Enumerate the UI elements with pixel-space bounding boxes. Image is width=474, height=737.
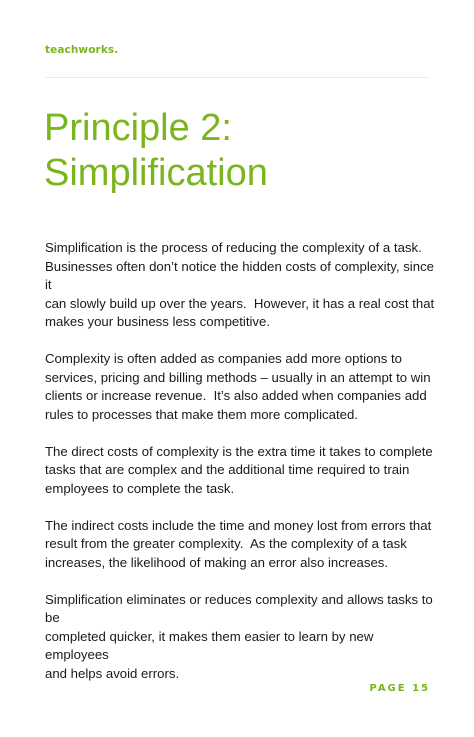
paragraph-2: Complexity is often added as companies add more options to services, pricing and billing methods – usually in an attempt to win clients or increase revenue. It’s also added when companies add rules to processes that make them more complicated.: [45, 351, 431, 422]
page-title: [44, 106, 444, 196]
paragraph-5: Simplification eliminates or reduces complexity and allows tasks to be completed quicker, it makes them easier to learn by new employees and helps avoid errors.: [45, 591, 433, 681]
page-title-line-1: Principle 2:: [44, 107, 232, 149]
brand-logo-text: teachworks.: [45, 44, 119, 56]
header-divider: [45, 77, 430, 78]
body-text: [45, 239, 437, 702]
page-title-line-2: Simplification: [44, 152, 268, 194]
page-number: PAGE 15: [369, 683, 430, 694]
paragraph-3: The direct costs of complexity is the extra time it takes to complete tasks that are complex and the additional time required to train employees to complete the task.: [45, 443, 433, 496]
paragraph-4: The indirect costs include the time and money lost from errors that result from the greater complexity. As the complexity of a task increases, the likelihood of making an error also increases.: [45, 517, 432, 570]
paragraph-1: Simplification is the process of reducing the complexity of a task. Businesses often don’t notice the hidden costs of complexity, since it can slowly build up over the years. However, it has a real cost that makes your business less competitive.: [45, 240, 435, 329]
